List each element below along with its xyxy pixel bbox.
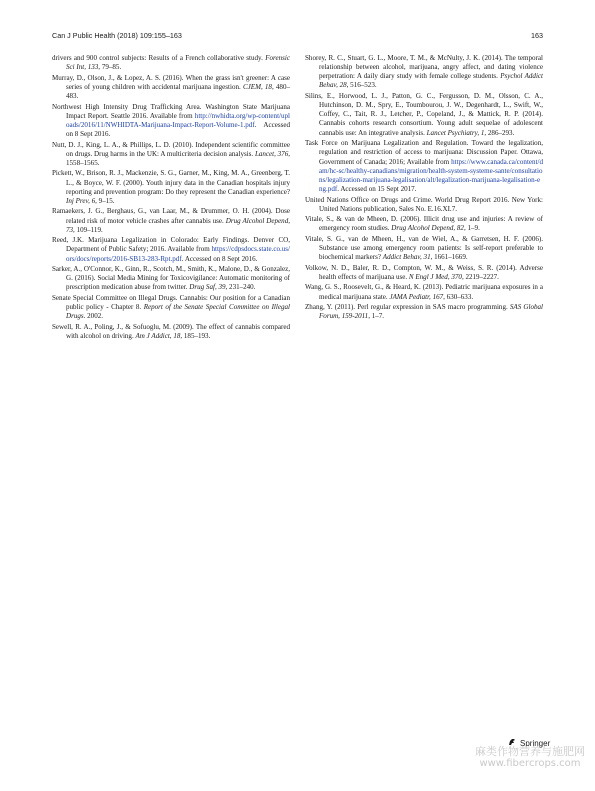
- reference-text: , 286–293.: [484, 128, 515, 137]
- running-header: [52, 31, 543, 45]
- reference-entry: [52, 236, 290, 263]
- reference-text: Reed, J.K. Marijuana Legalization in Colorado: Early Findings. Denver CO, Department of Public Safety; 2016. Available from: [52, 236, 290, 254]
- references-left-column: [52, 54, 290, 343]
- reference-entry: [305, 283, 543, 301]
- reference-text: Silins, E., Horwood, L. J., Patton, G. C., Fergusson, D. M., Olsson, C. A., Hutchinson, D. M., Spry, E., Toumbourou, J. W., Degenhardt, L., Swift, W., Coffey, C., Tait, R. J., Letcher, P., Copeland, J., & Mattick, R. P. (2014). Cannabis cohorts research consortium. Young adult sequelae of adolescent cannabis use: An integrative analysis.: [305, 92, 543, 137]
- reference-text: Vitale, S. G., van de Mheen, H., van de Wiel, A., & Garretsen, H. F. (2006). Substance use among emergency room patients: Is self-report preferable to biochemical markers?: [305, 234, 543, 262]
- reference-text: Shorey, R. C., Stuart, G. L., Moore, T. M., & McNulty, J. K. (2014). The temporal relationship between alcohol, marijuana, angry affect, and dating violence perpetration: A daily diary study with female college students.: [305, 54, 543, 81]
- reference-text: Pickett, W., Brison, R. J., Mackenzie, S. G., Garner, M., King, M. A., Greenberg, T. L., & Boyce, W. F. (2000). Youth injury data in the Canadian hospitals injury reporting and prevention program: Do they represent the Canadian experience?: [52, 169, 290, 196]
- reference-text: Sewell, R. A., Poling, J., & Sofuoglu, M. (2009). The effect of cannabis compared with alcohol on driving.: [52, 322, 290, 341]
- journal-title: Drug Alcohol Depend, 73: [66, 216, 290, 234]
- journal-title: Lancet, 376: [254, 149, 289, 158]
- reference-entry: [52, 207, 290, 234]
- reference-text: Wang, G. S., Roosevelt, G., & Heard, K. (2013). Pediatric marijuana exposures in a medical marijuana state.: [305, 283, 543, 301]
- journal-title: CJEM, 18: [242, 82, 272, 91]
- reference-text: Sarker, A., O'Connor, K., Ginn, R., Scotch, M., Smith, K., Malone, D., & Gonzalez, G. (2016). Social Media Mining for Toxicovigilance: Automatic monitoring of prescription medication abuse from twitter.: [52, 265, 290, 292]
- journal-title: JAMA Pediatr, 167: [389, 292, 444, 301]
- reference-entry: [52, 169, 290, 206]
- journal-citation: Can J Public Health (2018) 109:155–163: [52, 31, 182, 40]
- journal-title: Psychol Addict Behav, 28: [319, 72, 543, 90]
- reference-entry: [305, 215, 543, 233]
- reference-entry: [52, 141, 290, 168]
- publisher-name: Springer: [520, 738, 551, 748]
- reference-text: , 109–119.: [73, 225, 103, 234]
- reference-entry: [52, 54, 290, 72]
- journal-title: Drug Alcohol Depend, 82: [391, 224, 464, 233]
- reference-entry: [52, 323, 290, 341]
- reference-text: , 1558–1565.: [66, 149, 290, 167]
- reference-text: , 9–15.: [95, 196, 115, 205]
- reference-entry: [305, 196, 543, 214]
- reference-text: Northwest High Intensity Drug Trafficking Area. Washington State Marijuana Impact Report. Seattle 2016. Available from: [52, 102, 290, 120]
- journal-title: Addict Behav, 31: [382, 253, 431, 262]
- page-number: 163: [531, 31, 543, 40]
- reference-entry: [52, 294, 290, 321]
- journal-title: Forensic Sci Int, 133: [66, 54, 290, 72]
- reference-text: , 79–85.: [98, 63, 122, 72]
- reference-text: , 2219–2227.: [461, 272, 499, 281]
- journal-title: SAS Global Forum, 159-2011: [319, 303, 543, 321]
- reference-entry: [52, 265, 290, 292]
- watermark-url: www.fibercrops.com: [479, 758, 581, 769]
- reference-text: United Nations Office on Drugs and Crime. World Drug Report 2016. New York: United Nations publication, Sales No. E.16.XI.7.: [305, 195, 543, 213]
- reference-entry: [52, 74, 290, 101]
- references-right-column: [305, 54, 543, 323]
- reference-entry: [305, 54, 543, 91]
- reference-text: Task Force on Marijuana Legalization and Regulation. Toward the legalization, regulation and restriction of access to marijuana: Discussion Paper. Ottawa, Government of Canada; 2016; Available from: [305, 139, 543, 166]
- reference-link[interactable]: https://cdpsdocs.state.co.us/ors/docs/reports/2016-SB13-283-Rpt.pdf: [66, 245, 290, 263]
- reference-text: Volkow, N. D., Baler, R. D., Compton, W. M., & Weiss, S. R. (2014). Adverse health effects of marijuana use.: [305, 263, 543, 281]
- reference-text: Nutt, D. J., King, L. A., & Phillips, L. D. (2010). Independent scientific committee on drugs. Drug harms in the UK: A multicriteria decision analysis.: [52, 140, 290, 158]
- reference-text: , 480–483.: [66, 82, 290, 101]
- reference-text: . Accessed on 15 Sept 2017.: [337, 184, 417, 193]
- reference-text: Vitale, S., & van de Mheen, D. (2006). Illicit drug use and injuries: A review of emergency room studies.: [305, 215, 543, 233]
- reference-text: Zhang, Y. (2011). Perl regular expression in SAS macro programming.: [305, 303, 510, 312]
- journal-title: Am J Addict, 18: [135, 332, 181, 341]
- reference-entry: [305, 92, 543, 138]
- reference-entry: [52, 103, 290, 140]
- reference-text: , 1661–1669.: [430, 253, 468, 262]
- reference-text: , 1–7.: [368, 312, 385, 321]
- reference-link[interactable]: https://www.canada.ca/content/dam/hc-sc/healthy-canadians/migration/health-system-systeme-sante/consultations/legalization-marijuana-legalisation/alt/legalization-marijuana-legalisation-eng.pdf: [319, 157, 543, 193]
- reference-entry: [305, 264, 543, 282]
- watermark-title: 麻类作物营养与施肥网: [475, 745, 585, 758]
- reference-text: Ramaekers, J. G., Berghaus, G., van Laar, M., & Drummer, O. H. (2004). Dose related risk of motor vehicle crashes after cannabis use.: [52, 207, 290, 225]
- reference-text: . 2002.: [83, 312, 104, 321]
- reference-text: , 185–193.: [180, 332, 211, 341]
- reference-entry: [305, 303, 543, 321]
- journal-title: Lancet Psychiatry, 1: [426, 128, 485, 137]
- reference-text: . Accessed on 8 Sept 2016.: [181, 254, 258, 263]
- reference-text: , 516–523.: [346, 81, 377, 90]
- journal-title: Drug Saf, 39: [189, 283, 226, 292]
- journal-title: Inj Prev, 6: [66, 196, 96, 205]
- reference-text: , 1–9.: [463, 224, 480, 233]
- reference-entry: [305, 139, 543, 194]
- journal-title: Report of the Senate Special Committee on Illegal Drugs: [66, 303, 290, 321]
- reference-link[interactable]: http://nwhidta.org/wp-content/uploads/2016/11/NWHIDTA-Marijuana-Impact-Report-Volume-1.pdf: [66, 111, 290, 129]
- journal-title: N Engl J Med, 370: [408, 272, 462, 281]
- reference-entry: [305, 235, 543, 262]
- reference-text: drivers and 900 control subjects: Results of a French collaborative study.: [52, 54, 266, 62]
- reference-text: Murray, D., Olson, J., & Lopez, A. S. (2016). When the grass isn't greener: A case series of young children with accidental marijuana ingestion.: [52, 73, 290, 91]
- site-watermark: [470, 746, 590, 770]
- reference-text: , 231–240.: [225, 283, 256, 292]
- reference-text: . Accessed on 8 Sept 2016.: [66, 120, 290, 139]
- reference-text: , 630–633.: [443, 292, 474, 301]
- reference-text: Senate Special Committee on Illegal Drugs. Cannabis: Our position for a Canadian public policy - Chapter 8.: [52, 294, 290, 312]
